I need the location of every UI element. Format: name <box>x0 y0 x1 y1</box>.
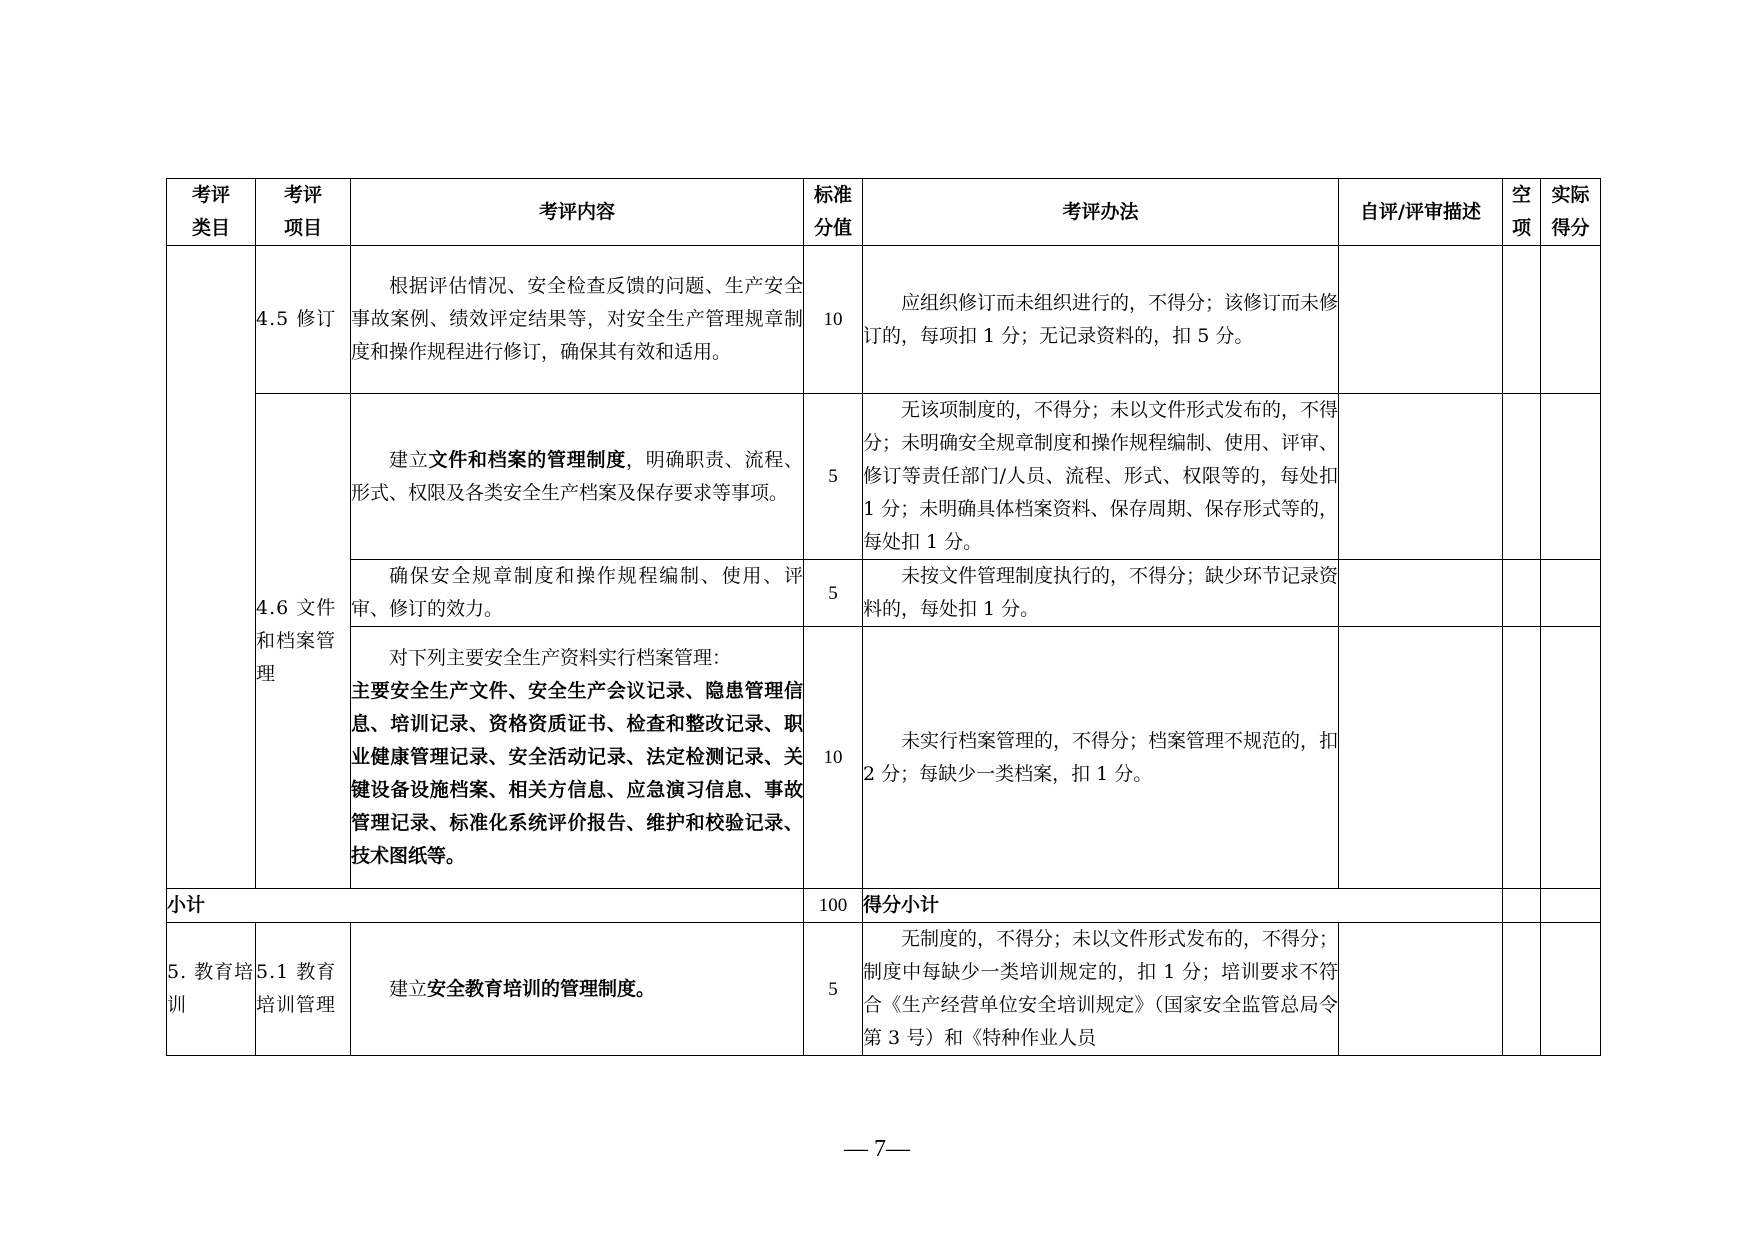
table-row <box>167 627 1601 889</box>
content-cell <box>351 923 804 1056</box>
table-row <box>167 923 1601 1056</box>
empty-item-cell[interactable] <box>1503 923 1541 1056</box>
content-bold-text: 文件和档案的管理制度 <box>428 448 626 471</box>
evaluation-table <box>166 178 1601 1056</box>
method-cell: 未按文件管理制度执行的，不得分；缺少环节记录资料的，每处扣 1 分。 <box>863 560 1339 627</box>
content-cell <box>351 394 804 560</box>
content-bold-text: 主要安全生产文件、安全生产会议记录、隐患管理信息、培训记录、资格资质证书、检查和整改记录、职业健康管理记录、安全活动记录、法定检测记录、关键设备设施档案、相关方信息、应急演习信息、事故管理记录、标准化系统评价报告、维护和校验记录、技术图纸等。 <box>351 680 803 867</box>
empty-item-cell[interactable] <box>1503 627 1541 889</box>
category-cell: 5. 教育培训 <box>167 923 256 1056</box>
header-self-eval: 自评/评审描述 <box>1339 179 1503 246</box>
content-text: ，明确职责、流程、形式、权限及各类安全生产档案及保存要求等事项。 <box>351 448 803 504</box>
content-text: 对下列主要安全生产资料实行档案管理： <box>389 647 732 669</box>
content-cell: 根据评估情况、安全检查反馈的问题、生产安全事故案例、绩效评定结果等，对安全生产管理规章制度和操作规程进行修订，确保其有效和适用。 <box>351 246 804 394</box>
category-cell-empty <box>167 246 256 889</box>
score-subtotal-label: 得分小计 <box>863 889 1503 923</box>
method-cell: 应组织修订而未组织进行的，不得分；该修订而未修订的，每项扣 1 分；无记录资料的，扣 5 分。 <box>863 246 1339 394</box>
header-standard-score: 标准 分值 <box>804 179 863 246</box>
self-eval-cell[interactable] <box>1339 560 1503 627</box>
self-eval-cell[interactable] <box>1339 246 1503 394</box>
standard-score-cell: 5 <box>804 394 863 560</box>
subtotal-label: 小计 <box>167 889 804 923</box>
header-method: 考评办法 <box>863 179 1339 246</box>
table-row <box>167 394 1601 560</box>
empty-item-cell[interactable] <box>1503 394 1541 560</box>
standard-score-cell: 5 <box>804 560 863 627</box>
method-cell: 无该项制度的，不得分；未以文件形式发布的，不得分；未明确安全规章制度和操作规程编制、使用、评审、修订等责任部门/人员、流程、形式、权限等的，每处扣 1 分；未明确具体档案资料、保存周期、保存形式等的，每处扣 1 分。 <box>863 394 1339 560</box>
actual-score-cell[interactable] <box>1541 627 1601 889</box>
header-item: 考评 项目 <box>256 179 351 246</box>
table-row <box>167 560 1601 627</box>
content-text: 建立 <box>389 977 428 1000</box>
header-category: 考评 类目 <box>167 179 256 246</box>
method-cell: 无制度的，不得分；未以文件形式发布的，不得分；制度中每缺少一类培训规定的，扣 1 分；培训要求不符合《生产经营单位安全培训规定》（国家安全监管总局令第 3 号）和《特种作业人员 <box>863 923 1339 1056</box>
subtotal-row <box>167 889 1601 923</box>
item-cell: 4.6 文件和档案管理 <box>256 394 351 889</box>
subtotal-score: 100 <box>804 889 863 923</box>
empty-item-cell[interactable] <box>1503 246 1541 394</box>
empty-item-cell[interactable] <box>1503 560 1541 627</box>
empty-item-cell[interactable] <box>1503 889 1541 923</box>
method-cell: 未实行档案管理的，不得分；档案管理不规范的，扣 2 分；每缺少一类档案，扣 1 分。 <box>863 627 1339 889</box>
page-number: — 7— <box>844 1136 910 1162</box>
header-empty-item: 空 项 <box>1503 179 1541 246</box>
self-eval-cell[interactable] <box>1339 627 1503 889</box>
actual-score-cell[interactable] <box>1541 394 1601 560</box>
actual-score-cell[interactable] <box>1541 889 1601 923</box>
table-row <box>167 246 1601 394</box>
actual-score-cell[interactable] <box>1541 923 1601 1056</box>
header-content: 考评内容 <box>351 179 804 246</box>
standard-score-cell: 5 <box>804 923 863 1056</box>
actual-score-cell[interactable] <box>1541 246 1601 394</box>
content-text: 建立 <box>389 448 429 471</box>
header-actual-score: 实际 得分 <box>1541 179 1601 246</box>
content-cell <box>351 627 804 889</box>
actual-score-cell[interactable] <box>1541 560 1601 627</box>
content-cell: 确保安全规章制度和操作规程编制、使用、评审、修订的效力。 <box>351 560 804 627</box>
self-eval-cell[interactable] <box>1339 923 1503 1056</box>
content-bold-text: 安全教育培训的管理制度。 <box>427 977 656 1000</box>
self-eval-cell[interactable] <box>1339 394 1503 560</box>
standard-score-cell: 10 <box>804 246 863 394</box>
standard-score-cell: 10 <box>804 627 863 889</box>
item-cell: 4.5 修订 <box>256 246 351 394</box>
item-cell: 5.1 教育培训管理 <box>256 923 351 1056</box>
header-row <box>167 179 1601 246</box>
